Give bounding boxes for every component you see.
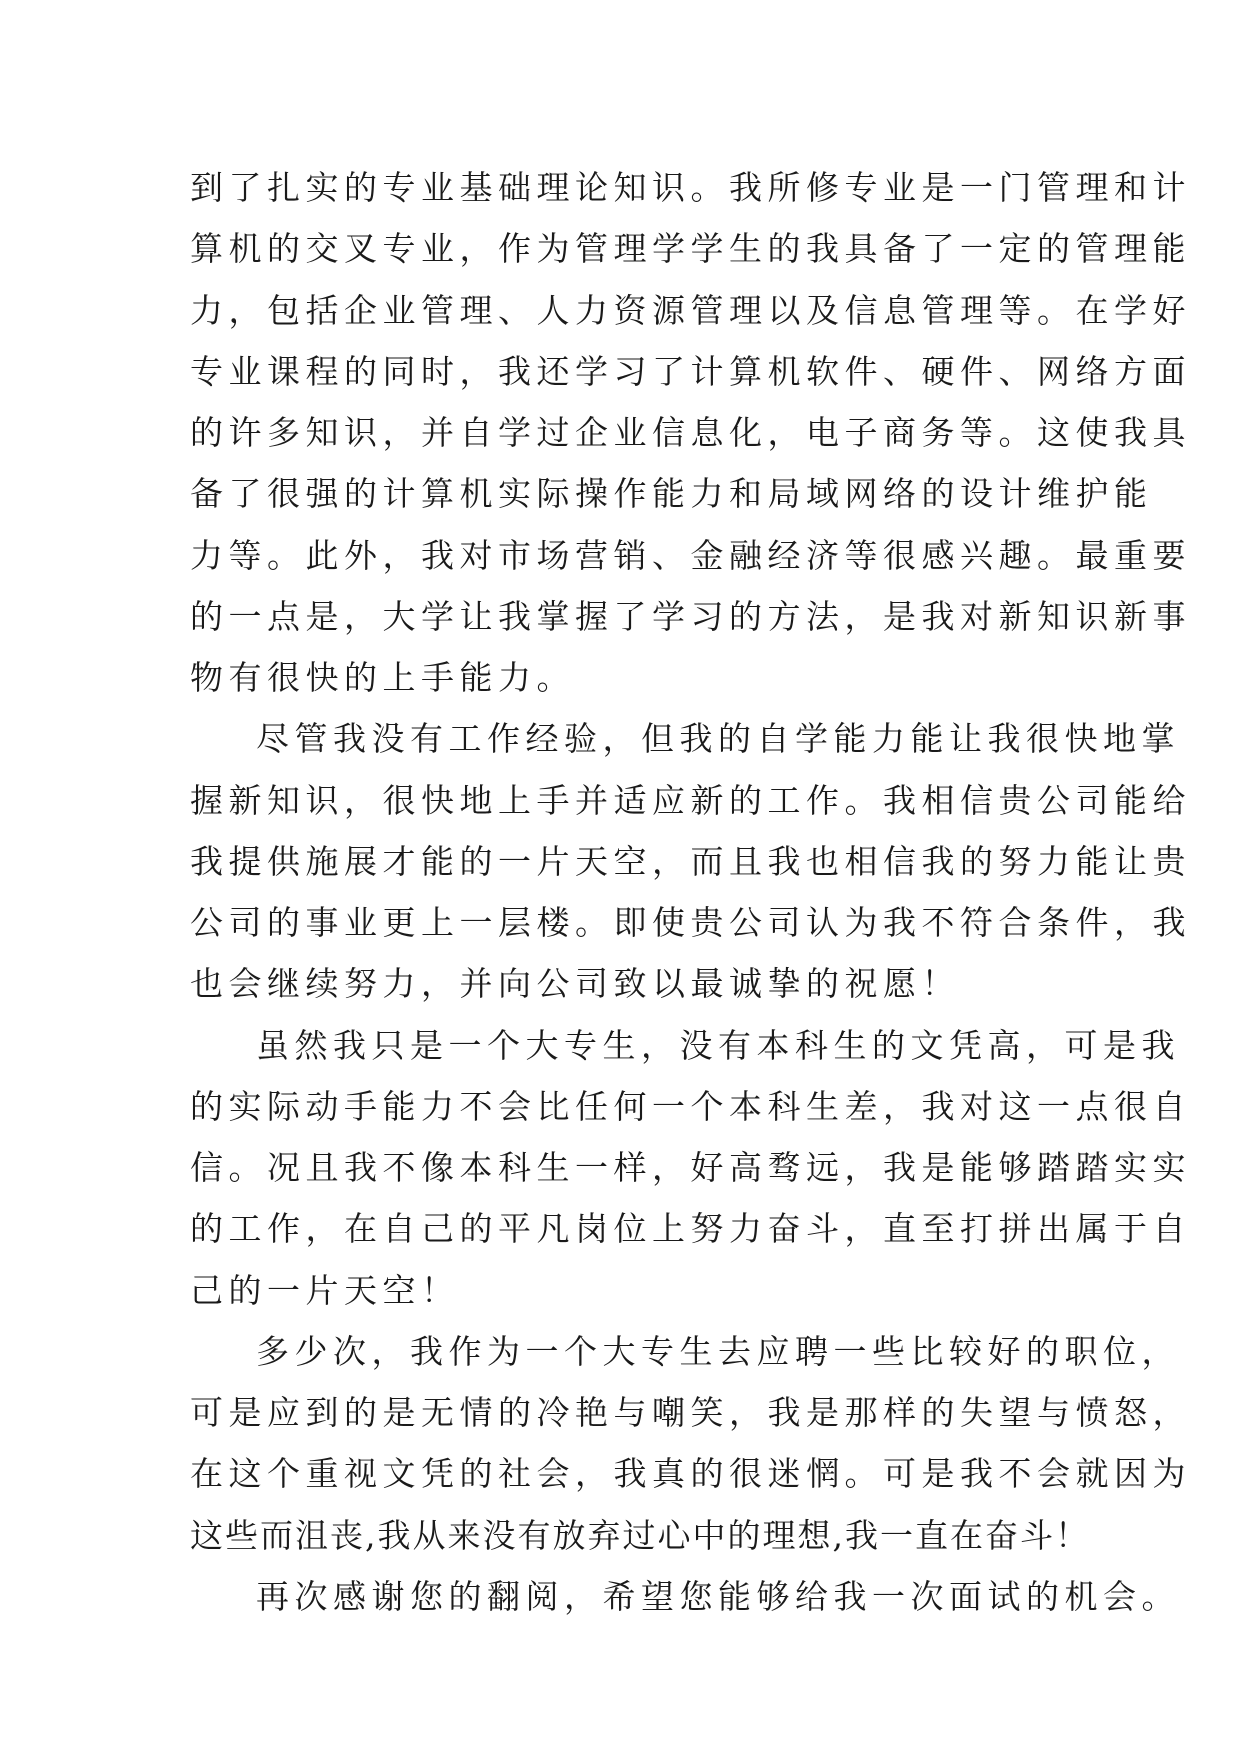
text-line: 公司的事业更上一层楼。即使贵公司认为我不符合条件，我	[190, 903, 1191, 942]
text-line: 备了很强的计算机实际操作能力和局域网络的设计维护能	[190, 474, 1153, 514]
paragraph-start-line: 虽然我只是一个大专生，没有本科生的文凭高，可是我	[256, 1025, 1180, 1065]
text-line: 的实际动手能力不会比任何一个本科生差，我对这一点很自	[190, 1086, 1191, 1126]
paragraph-start-line: 再次感谢您的翻阅，希望您能够给我一次面试的机会。	[256, 1576, 1180, 1616]
text-line: 的一点是，大学让我掌握了学习的方法，是我对新知识新事	[190, 596, 1191, 636]
text-line: 力，包括企业管理、人力资源管理以及信息管理等。在学好	[190, 290, 1191, 330]
text-line: 物有很快的上手能力。	[190, 658, 575, 697]
text-line: 己的一片天空！	[190, 1270, 460, 1310]
text-line: 算机的交叉专业，作为管理学学生的我具备了一定的管理能	[190, 229, 1191, 269]
text-line: 的许多知识，并自学过企业信息化，电子商务等。这使我具	[190, 413, 1191, 452]
text-line: 力等。此外，我对市场营销、金融经济等很感兴趣。最重要	[190, 535, 1191, 575]
paragraph-start-line: 尽管我没有工作经验，但我的自学能力能让我很快地掌	[256, 719, 1180, 759]
paragraph-start-line: 多少次，我作为一个大专生去应聘一些比较好的职位，	[256, 1331, 1180, 1371]
text-line: 到了扎实的专业基础理论知识。我所修专业是一门管理和计	[190, 168, 1191, 207]
text-line: 的工作，在自己的平凡岗位上努力奋斗，直至打拼出属于自	[190, 1209, 1191, 1249]
text-line: 也会继续努力，并向公司致以最诚挚的祝愿！	[190, 964, 960, 1004]
text-line: 我提供施展才能的一片天空，而且我也相信我的努力能让贵	[190, 841, 1191, 881]
text-line: 握新知识，很快地上手并适应新的工作。我相信贵公司能给	[190, 780, 1191, 820]
text-line: 信。况且我不像本科生一样，好高骛远，我是能够踏踏实实	[190, 1148, 1191, 1187]
text-line: 这些而沮丧,我从来没有放弃过心中的理想,我一直在奋斗！	[190, 1515, 1090, 1555]
text-line: 在这个重视文凭的社会，我真的很迷惘。可是我不会就因为	[190, 1454, 1191, 1494]
text-line: 专业课程的同时，我还学习了计算机软件、硬件、网络方面	[190, 351, 1191, 391]
cover-letter-body	[190, 157, 1191, 1627]
text-line: 可是应到的是无情的冷艳与嘲笑，我是那样的失望与愤怒，	[190, 1393, 1191, 1432]
